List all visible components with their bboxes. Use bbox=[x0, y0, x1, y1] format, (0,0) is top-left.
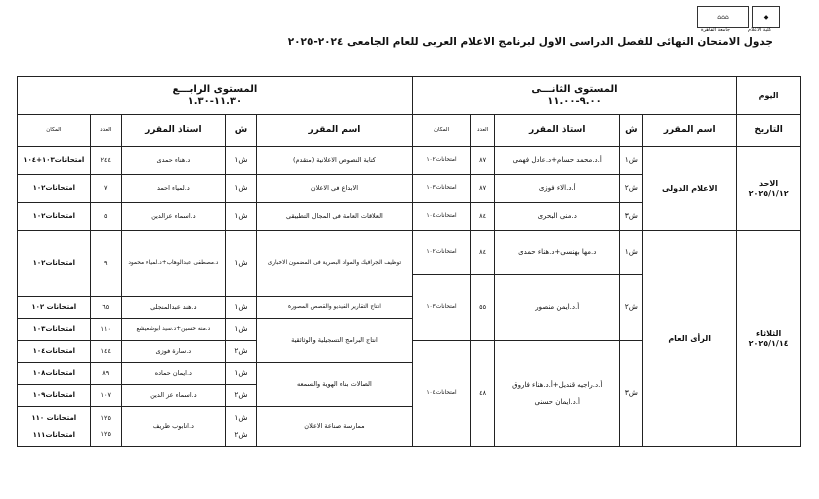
table-row bbox=[18, 231, 801, 253]
professor-cell bbox=[495, 341, 620, 447]
section-cell: ش٣ bbox=[620, 203, 643, 231]
col-header-section: ش bbox=[620, 115, 643, 147]
count-line-2: ١٢٥ bbox=[100, 429, 112, 438]
professor-cell: د.منه حسين+د.سيد ابوشعيشع bbox=[121, 319, 225, 341]
level2-header bbox=[412, 77, 736, 115]
level2-subject: الاعلام الدولى bbox=[643, 147, 737, 231]
col-header-count: العدد bbox=[471, 115, 495, 147]
count-cell: ٨٩ bbox=[90, 363, 121, 385]
room-cell: امتحانات١٠٢ bbox=[412, 147, 470, 175]
section-cell bbox=[225, 407, 256, 447]
room-cell: امتحانات١٠٢ bbox=[18, 203, 91, 231]
col-header-professor: استاذ المقرر bbox=[121, 115, 225, 147]
level4-subject: انتاج البرامج التسجيلية والوثائقية bbox=[257, 319, 413, 363]
level4-subject: انتاج التقارير الفيديو والقصص المصورة bbox=[257, 297, 413, 319]
level4-time: ١١.٣٠-١.٣٠ bbox=[187, 95, 243, 107]
professor-cell: أ.د.ايمن منصور bbox=[495, 275, 620, 341]
faculty-logo-caption: كلية الاعلام bbox=[748, 27, 772, 33]
professor-cell: د.هند عبدالمنجلى bbox=[121, 297, 225, 319]
room-cell: امتحانات١٠٣ bbox=[18, 319, 91, 341]
professor-cell: د.اسماء عزالدين bbox=[121, 203, 225, 231]
faculty-logo: ◆ bbox=[752, 6, 780, 28]
level4-subject: توظيف الجرافيك والمواد البصرية فى المضمون الاخبارى bbox=[257, 231, 413, 297]
count-cell: ١٤٤ bbox=[90, 341, 121, 363]
col-header-room: المكان bbox=[18, 115, 91, 147]
day-name: الثلاثاء bbox=[756, 329, 782, 339]
section-cell: ش١ bbox=[620, 231, 643, 275]
count-cell: ٦٥ bbox=[90, 297, 121, 319]
room-cell: امتحانات١٠٢ bbox=[412, 231, 470, 275]
section-cell: ش١ bbox=[225, 147, 256, 175]
section-cell: ش٢ bbox=[620, 175, 643, 203]
room-cell: امتحانات١٠٤ bbox=[412, 341, 470, 447]
count-cell: ٨٤ bbox=[471, 231, 495, 275]
university-logo-caption: جامعة القاهرة bbox=[701, 27, 730, 33]
professor-cell: د.ايمان حماده bbox=[121, 363, 225, 385]
day-cell bbox=[737, 147, 801, 231]
level4-subject: ممارسة صناعة الاعلان bbox=[257, 407, 413, 447]
professor-cell: د.منى البحرى bbox=[495, 203, 620, 231]
count-cell: ١٠٧ bbox=[90, 385, 121, 407]
professor-cell: أ.د.محمد حسام+د.عادل فهمى bbox=[495, 147, 620, 175]
level4-title: المستوى الرابـــع bbox=[172, 84, 258, 95]
section-cell: ش٢ bbox=[620, 275, 643, 341]
level2-time: ٩.٠٠-١١.٠٠ bbox=[547, 95, 602, 107]
day-date: ٢٠٢٥/١/١٤ bbox=[748, 338, 789, 348]
professor-cell: د.مها بهنسى+د.هناء حمدى bbox=[495, 231, 620, 275]
level4-subject: الابداع فى الاعلان bbox=[257, 175, 413, 203]
count-cell: ٨٧ bbox=[471, 175, 495, 203]
level4-subject: كتابة النصوص الاعلانية (متقدم) bbox=[257, 147, 413, 175]
section-line-1: ش١ bbox=[234, 412, 248, 422]
count-cell: ٨٤ bbox=[471, 203, 495, 231]
professor-line-1: أ.د.راجيه قنديل+أ.د.هناء فاروق bbox=[512, 381, 603, 390]
room-line-2: امتحانات١١١ bbox=[32, 430, 75, 439]
level2-title: المستوى الثانـــى bbox=[531, 84, 618, 95]
section-cell: ش١ bbox=[620, 147, 643, 175]
count-cell: ٥ bbox=[90, 203, 121, 231]
col-header-subject: اسم المقرر bbox=[643, 115, 737, 147]
room-cell: امتحانات١٠٢ bbox=[18, 175, 91, 203]
section-cell: ش١ bbox=[225, 297, 256, 319]
section-cell: ش٢ bbox=[225, 385, 256, 407]
section-cell: ش١ bbox=[225, 231, 256, 297]
page-title: جدول الامتحان النهائى للفصل الدراسى الاول لبرنامج الاعلام العربى للعام الجامعى ٢٠٢٤-٢٠٢٥ bbox=[287, 36, 773, 48]
room-cell: امتحانات١٠٢ bbox=[18, 231, 91, 297]
room-cell: امتحانات١٠٣+١٠٤ bbox=[18, 147, 91, 175]
day-name: الاحد bbox=[759, 179, 779, 189]
professor-cell: د.مصطفى عبدالوهاب+د.لمياء محمود bbox=[121, 231, 225, 297]
room-cell bbox=[18, 407, 91, 447]
room-line-1: امتحانات ١١٠ bbox=[31, 414, 77, 423]
col-header-date: التاريخ bbox=[737, 115, 801, 147]
count-cell: ٥٥ bbox=[471, 275, 495, 341]
professor-cell: د.لمياء احمد bbox=[121, 175, 225, 203]
professor-cell: د.هناء حمدى bbox=[121, 147, 225, 175]
day-cell bbox=[737, 231, 801, 447]
count-cell: ٤٨ bbox=[471, 341, 495, 447]
col-header-section: ش bbox=[225, 115, 256, 147]
exam-schedule-table bbox=[17, 76, 801, 447]
count-cell: ٨٧ bbox=[471, 147, 495, 175]
count-cell bbox=[90, 407, 121, 447]
room-cell: امتحانات١٠٩ bbox=[18, 385, 91, 407]
count-cell: ٩ bbox=[90, 231, 121, 297]
university-logo: ⌂⌂⌂ bbox=[697, 6, 749, 28]
section-cell: ش٢ bbox=[225, 341, 256, 363]
room-cell: امتحانات١٠٣ bbox=[412, 275, 470, 341]
section-cell: ش١ bbox=[225, 175, 256, 203]
professor-cell: أ.د.الاء فوزى bbox=[495, 175, 620, 203]
level4-subject: العلاقات العامة فى المجال التطبيقى bbox=[257, 203, 413, 231]
section-cell: ش١ bbox=[225, 363, 256, 385]
col-header-count: العدد bbox=[90, 115, 121, 147]
col-header-room: المكان bbox=[412, 115, 470, 147]
room-cell: امتحانات١٠٤ bbox=[412, 203, 470, 231]
professor-cell: د.انابوب ظريف bbox=[121, 407, 225, 447]
section-line-2: ش٢ bbox=[234, 429, 248, 439]
col-header-day: اليوم bbox=[737, 77, 801, 115]
section-cell: ش٣ bbox=[620, 341, 643, 447]
count-cell: ١١٠ bbox=[90, 319, 121, 341]
day-date: ٢٠٢٥/١/١٢ bbox=[748, 188, 789, 198]
level2-subject: الرأى العام bbox=[643, 231, 737, 447]
professor-cell: د.سارة فوزى bbox=[121, 341, 225, 363]
room-cell: امتحانات١٠٨ bbox=[18, 363, 91, 385]
level4-subject: الصالات بناء الهوية والسمعه bbox=[257, 363, 413, 407]
count-line-1: ١٢٥ bbox=[100, 414, 112, 423]
professor-line-2: أ.د.ايمان حسنى bbox=[534, 397, 580, 406]
level4-header bbox=[18, 77, 413, 115]
col-header-professor: استاذ المقرر bbox=[495, 115, 620, 147]
room-cell: امتحانات١٠٤ bbox=[18, 341, 91, 363]
count-cell: ٢٤٤ bbox=[90, 147, 121, 175]
room-cell: امتحانات ١٠٢ bbox=[18, 297, 91, 319]
section-cell: ش١ bbox=[225, 319, 256, 341]
table-row bbox=[18, 147, 801, 175]
room-cell: امتحانات١٠٣ bbox=[412, 175, 470, 203]
col-header-subject: اسم المقرر bbox=[257, 115, 413, 147]
count-cell: ٧ bbox=[90, 175, 121, 203]
section-cell: ش١ bbox=[225, 203, 256, 231]
professor-cell: د.اسماء عز الدين bbox=[121, 385, 225, 407]
